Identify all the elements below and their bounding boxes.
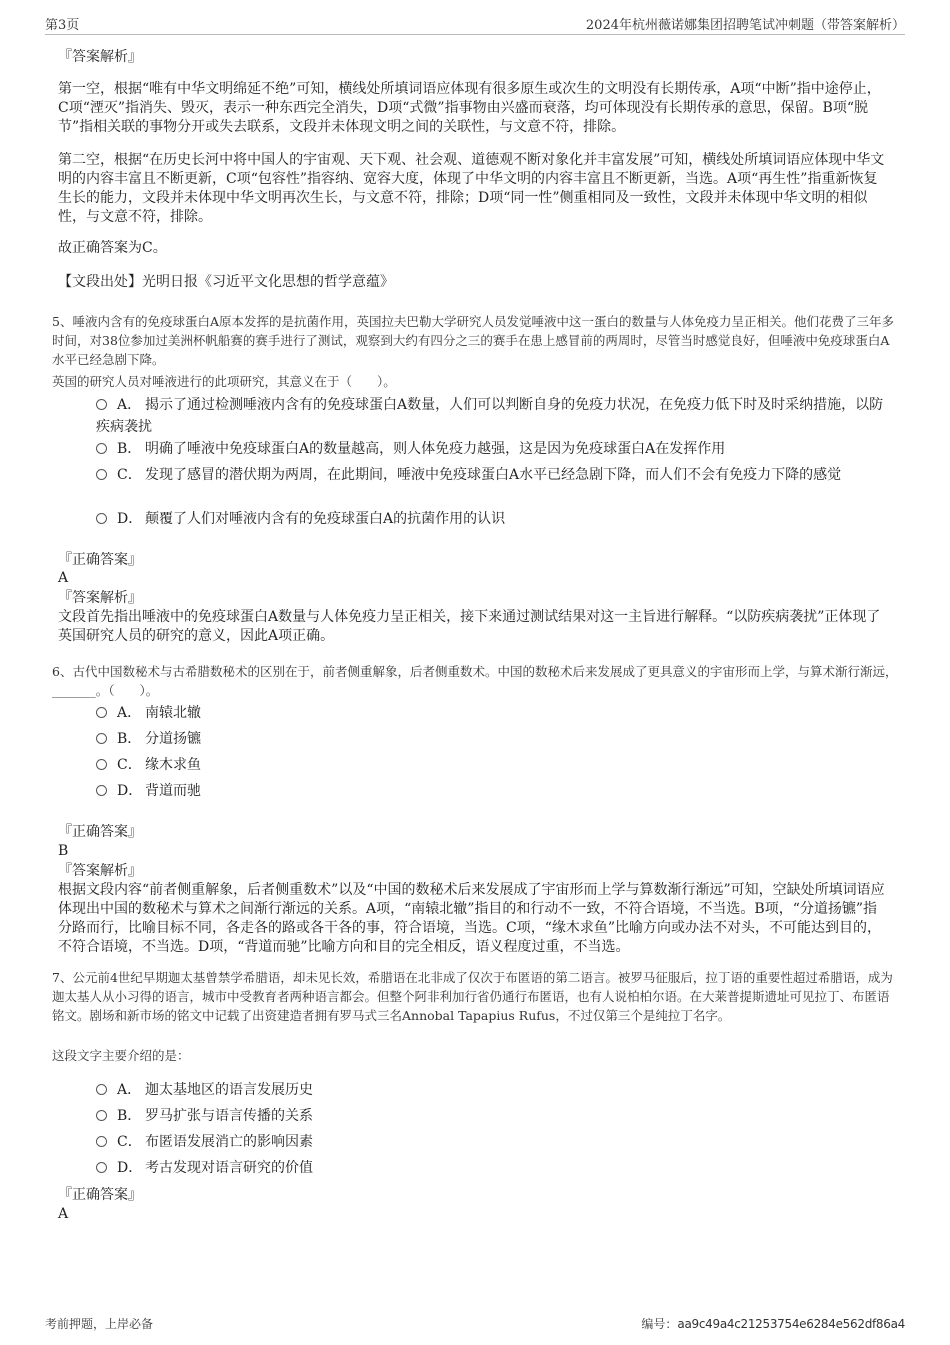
q5-answer-label: 『正确答案』 (58, 552, 142, 568)
q7-answer: A (58, 1206, 69, 1222)
code-value: aa9c49a4c21253754e6284e562df86a4 (677, 1317, 905, 1331)
q6-answer: B (58, 843, 69, 859)
radio-button[interactable] (96, 1162, 107, 1173)
option-letter: D． (117, 511, 143, 527)
radio-button[interactable] (96, 513, 107, 524)
option-text: 南辕北辙 (145, 705, 201, 721)
q7-option-b[interactable] (96, 1105, 896, 1127)
radio-button[interactable] (96, 1110, 107, 1121)
page-footer (45, 1315, 905, 1331)
document-title: 2024年杭州薇诺娜集团招聘笔试冲刺题（带答案解析） (585, 18, 905, 33)
q5-option-d[interactable] (96, 508, 896, 530)
option-text: 背道而驰 (145, 783, 201, 799)
radio-button[interactable] (96, 1136, 107, 1147)
radio-button[interactable] (96, 785, 107, 796)
q7-option-a[interactable] (96, 1079, 896, 1101)
option-text: 明确了唾液中免疫球蛋白A的数量越高，则人体免疫力越强，这是因为免疫球蛋白A在发挥作用 (145, 441, 726, 457)
q5-option-b[interactable] (96, 438, 896, 460)
footer-slogan: 考前押题，上岸必备 (45, 1317, 154, 1331)
option-letter: B． (117, 1108, 142, 1124)
q6-option-d[interactable] (96, 780, 896, 802)
option-text: 迦太基地区的语言发展历史 (145, 1082, 313, 1098)
q5-stem: 5、唾液内含有的免疫球蛋白A原本发挥的是抗菌作用，英国拉夫巴勒大学研究人员发觉唾液中这一蛋白的数量与人体免疫力呈正相关。他们花费了三年多时间，对38位参加过美洲杯帆船赛的赛手进行了测试，观察到大约有四分之三的赛手在患上感冒前的两周时，尽管当时感觉良好，但唾液中免疫球蛋白A水平已经急剧下降。 (52, 314, 894, 367)
option-letter: A． (117, 397, 142, 413)
document-code (641, 1315, 905, 1332)
q5-analysis-label: 『答案解析』 (58, 590, 142, 606)
q6-option-a[interactable] (96, 702, 896, 724)
q5-option-c[interactable] (96, 464, 896, 486)
q6-option-b[interactable] (96, 728, 896, 750)
q4-conclusion: 故正确答案为C。 (58, 240, 167, 256)
q7-option-d[interactable] (96, 1157, 896, 1179)
q4-analysis-paragraph-2: 第二空，根据“在历史长河中将中国人的宇宙观、天下观、社会观、道德观不断对象化并丰富发展”可知，横线处所填词语应体现中华文明的内容丰富且不断更新，C项“包容性”指容纳、宽容大度，体现了中华文明的内容丰富且不断更新，当选。A项“再生性”指重新恢复生长的能力，文段并未体现中华文明再次生长，与文意不符，排除；D项“同一性”侧重相同及一致性，文段并未体现中华文明的相似性，与文意不符，排除。 (58, 152, 885, 225)
option-text: 罗马扩张与语言传播的关系 (145, 1108, 313, 1124)
q6-stem: 6、古代中国数秘术与古希腊数秘术的区别在于，前者侧重解象，后者侧重数术。中国的数秘术后来发展成了更具意义的宇宙形而上学，与算术渐行渐远，_______。（ ）。 (52, 664, 898, 698)
option-text: 考古发现对语言研究的价值 (145, 1160, 313, 1176)
radio-button[interactable] (96, 733, 107, 744)
q4-analysis-label: 『答案解析』 (58, 49, 142, 65)
option-letter: B． (117, 441, 142, 457)
radio-button[interactable] (96, 759, 107, 770)
q6-analysis: 根据文段内容“前者侧重解象，后者侧重数术”以及“中国的数秘术后来发展成了宇宙形而上学与算数渐行渐远”可知，空缺处所填词语应体现出中国的数秘术与算术之间渐行渐远的关系。A项，“南辕北辙”指目的和行动不一致，不符合语境，不当选。B项，“分道扬镳”指分路而行，比喻目标不同，各走各的路或各干各的事，符合语境，当选。C项，“缘木求鱼”比喻方向或办法不对头，不可能达到目的，不符合语境，不当选。D项，“背道而驰”比喻方向和目的完全相反，语义程度过重，不当选。 (58, 882, 885, 955)
option-text: 布匿语发展消亡的影响因素 (145, 1134, 313, 1150)
option-text: 缘木求鱼 (145, 757, 201, 773)
radio-button[interactable] (96, 443, 107, 454)
radio-button[interactable] (96, 707, 107, 718)
radio-button[interactable] (96, 399, 107, 410)
q7-option-c[interactable] (96, 1131, 896, 1153)
q4-source: 【文段出处】光明日报《习近平文化思想的哲学意蕴》 (58, 274, 394, 290)
option-letter: D． (117, 783, 143, 799)
option-letter: C． (117, 467, 142, 483)
q5-analysis: 文段首先指出唾液中的免疫球蛋白A数量与人体免疫力呈正相关，接下来通过测试结果对这一主旨进行解释。“以防疾病袭扰”正体现了英国研究人员的研究的意义，因此A项正确。 (58, 609, 881, 644)
option-text: 发现了感冒的潜伏期为两周，在此期间，唾液中免疫球蛋白A水平已经急剧下降，而人们不会有免疫力下降的感觉 (145, 467, 842, 483)
q6-option-c[interactable] (96, 754, 896, 776)
q5-question: 英国的研究人员对唾液进行的此项研究，其意义在于（ ）。 (52, 374, 396, 389)
q7-stem: 7、公元前4世纪早期迦太基曾禁学希腊语，却未见长效，希腊语在北非成了仅次于布匿语的第二语言。被罗马征服后，拉丁语的重要性超过希腊语，成为迦太基人从小习得的语言，城市中受教育者两种语言都会。但整个阿非利加行省仍通行布匿语，也有人说柏柏尔语。在大莱普提斯遗址可见拉丁、布匿语铭文。剧场和新市场的铭文中记载了出资建造者拥有罗马式三名Annobal Tapapius Rufus，不过仅第三个是纯拉丁名字。 (52, 970, 893, 1023)
radio-button[interactable] (96, 469, 107, 480)
q5-option-a[interactable] (96, 394, 896, 438)
option-letter: C． (117, 1134, 142, 1150)
option-letter: B． (117, 731, 142, 747)
option-text: 分道扬镳 (145, 731, 201, 747)
option-text: 揭示了通过检测唾液内含有的免疫球蛋白A数量，人们可以判断自身的免疫力状况，在免疫力低下时及时采纳措施，以防疾病袭扰 (96, 397, 884, 435)
radio-button[interactable] (96, 1084, 107, 1095)
option-letter: A． (117, 705, 142, 721)
option-text: 颠覆了人们对唾液内含有的免疫球蛋白A的抗菌作用的认识 (145, 511, 506, 527)
option-letter: D． (117, 1160, 143, 1176)
q6-analysis-label: 『答案解析』 (58, 863, 142, 879)
page-header (45, 14, 905, 35)
q7-question: 这段文字主要介绍的是： (52, 1048, 190, 1063)
q7-answer-label: 『正确答案』 (58, 1187, 142, 1203)
q5-answer: A (58, 570, 69, 586)
q6-answer-label: 『正确答案』 (58, 824, 142, 840)
option-letter: A． (117, 1082, 142, 1098)
option-letter: C． (117, 757, 142, 773)
q4-analysis-paragraph-1: 第一空，根据“唯有中华文明绵延不绝”可知，横线处所填词语应体现有很多原生或次生的文明没有长期传承，A项“中断”指中途停止，C项“湮灭”指消失、毁灭，表示一种东西完全消失，D项“式微”指事物由兴盛而衰落，均可体现没有长期传承的意思，保留。B项“脱节”指相关联的事物分开或失去联系，文段并未体现文明之间的关联性，与文意不符，排除。 (58, 81, 881, 135)
page-number: 第3页 (45, 18, 80, 33)
code-label: 编号： (641, 1317, 678, 1331)
